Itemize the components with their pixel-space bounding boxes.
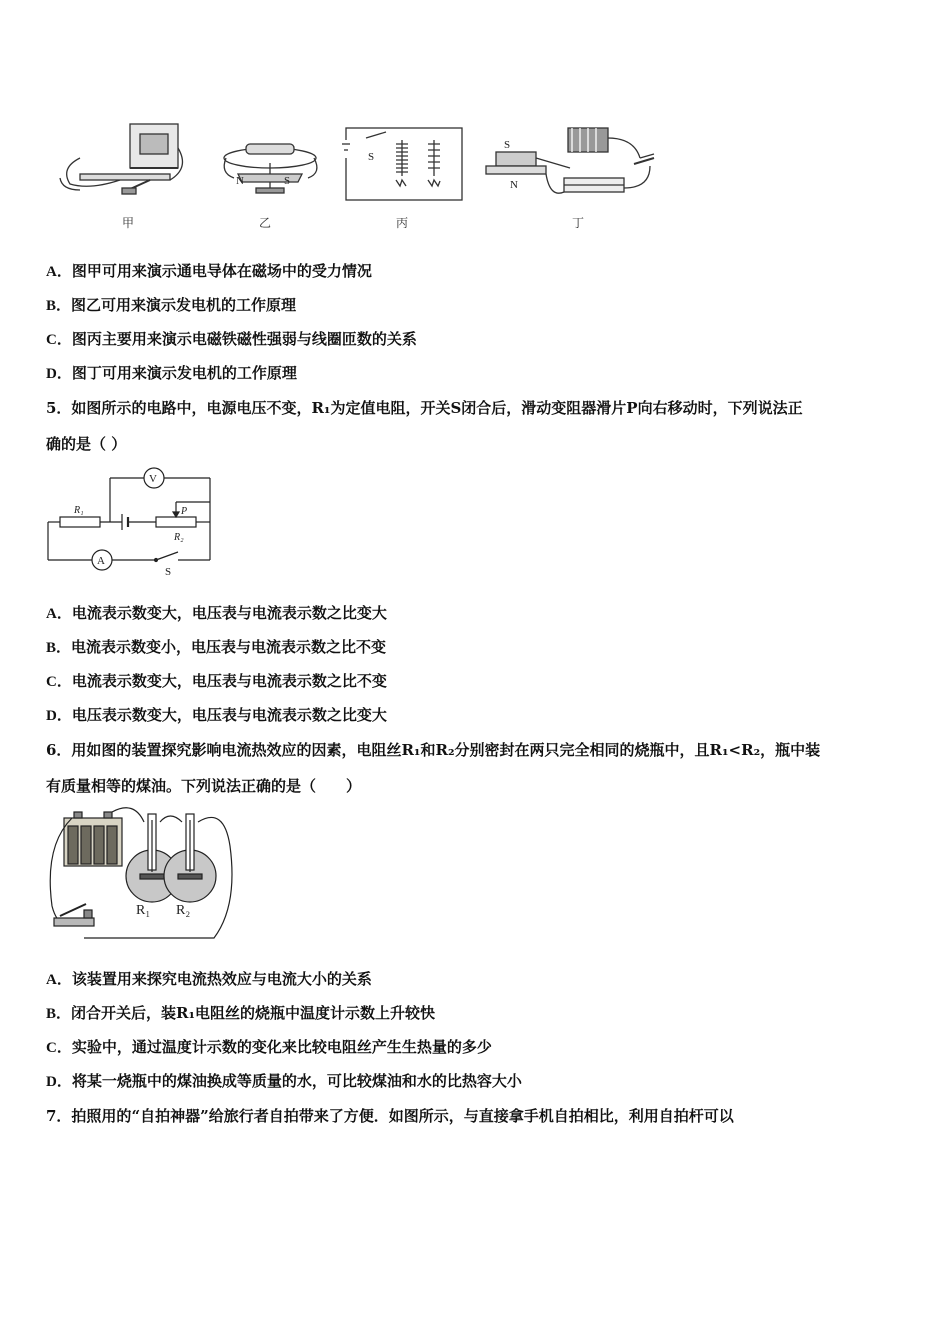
ding-s-label: S [504, 139, 511, 151]
q5-option-c: C．电流表示数变大，电压表与电流表示数之比不变 [46, 672, 387, 690]
q6-option-d: D．将某一烧瓶中的煤油换成等质量的水，可比较煤油和水的比热容大小 [46, 1072, 522, 1090]
apparatus-jia [60, 124, 183, 194]
flask-r1-label: R₁ [136, 903, 151, 918]
voltmeter-label: V [149, 473, 157, 485]
rheostat-r2-icon [156, 517, 196, 527]
q5-stem-line2: 确的是（ ） [46, 435, 127, 453]
q6-heating-apparatus [44, 806, 238, 944]
q5-option-a: A．电流表示数变大，电压表与电流表示数之比变大 [46, 604, 387, 622]
q4-option-c: C．图丙主要用来演示电磁铁磁性强弱与线圈匝数的关系 [46, 330, 417, 348]
r2-label: R₂ [174, 532, 184, 543]
q6-stem-line1: 6．用如图的装置探究影响电流热效应的因素，电阻丝R₁和R₂分别密封在两只完全相同的烧瓶中，且R₁<R₂，瓶中装 [46, 741, 821, 759]
switch-s-icon [156, 552, 178, 560]
q5-option-d: D．电压表示数变大，电压表与电流表示数之比变大 [46, 706, 387, 724]
q6-option-a: A．该装置用来探究电流热效应与电流大小的关系 [46, 970, 372, 988]
caption-yi: 乙 [259, 216, 272, 230]
q5-option-b: B．电流表示数变小，电压表与电流表示数之比不变 [46, 638, 387, 656]
q5-circuit-diagram [44, 462, 216, 580]
q4-option-d: D．图丁可用来演示发电机的工作原理 [46, 364, 297, 382]
slider-p-label: P [181, 506, 188, 517]
ammeter-label: A [97, 555, 105, 567]
switch-s-label: S [165, 566, 172, 578]
q6-stem-line2: 有质量相等的煤油。下列说法正确的是（ ） [46, 777, 362, 795]
flask-r2-label: R₂ [176, 903, 191, 918]
knife-switch-icon [54, 918, 94, 926]
q4-option-a: A．图甲可用来演示通电导体在磁场中的受力情况 [46, 262, 372, 280]
q6-option-c: C．实验中，通过温度计示数的变化来比较电阻丝产生生热量的多少 [46, 1038, 492, 1056]
n-pole-label: N [236, 175, 244, 187]
q5-stem-line1: 5．如图所示的电路中，电源电压不变，R₁为定值电阻，开关S闭合后，滑动变阻器滑片P向右移动时，下列说法正 [46, 399, 803, 417]
caption-jia: 甲 [122, 216, 135, 230]
caption-bing: 丙 [396, 216, 409, 230]
q4-option-b: B．图乙可用来演示发电机的工作原理 [46, 296, 297, 314]
q7-stem-line1: 7．拍照用的“自拍神器”给旅行者自拍带来了方便．如图所示，与直接拿手机自拍相比，利用自拍杆可以 [46, 1107, 734, 1125]
ding-n-label: N [510, 179, 518, 191]
resistor-r1-icon [60, 517, 100, 527]
r1-label: R₁ [74, 505, 84, 516]
switch-s-label: S [368, 151, 375, 163]
q6-option-b: B．闭合开关后，装R₁电阻丝的烧瓶中温度计示数上升较快 [46, 1004, 436, 1022]
caption-ding: 丁 [572, 216, 585, 230]
s-pole-label: S [284, 175, 291, 187]
apparatus-bing [342, 128, 462, 200]
